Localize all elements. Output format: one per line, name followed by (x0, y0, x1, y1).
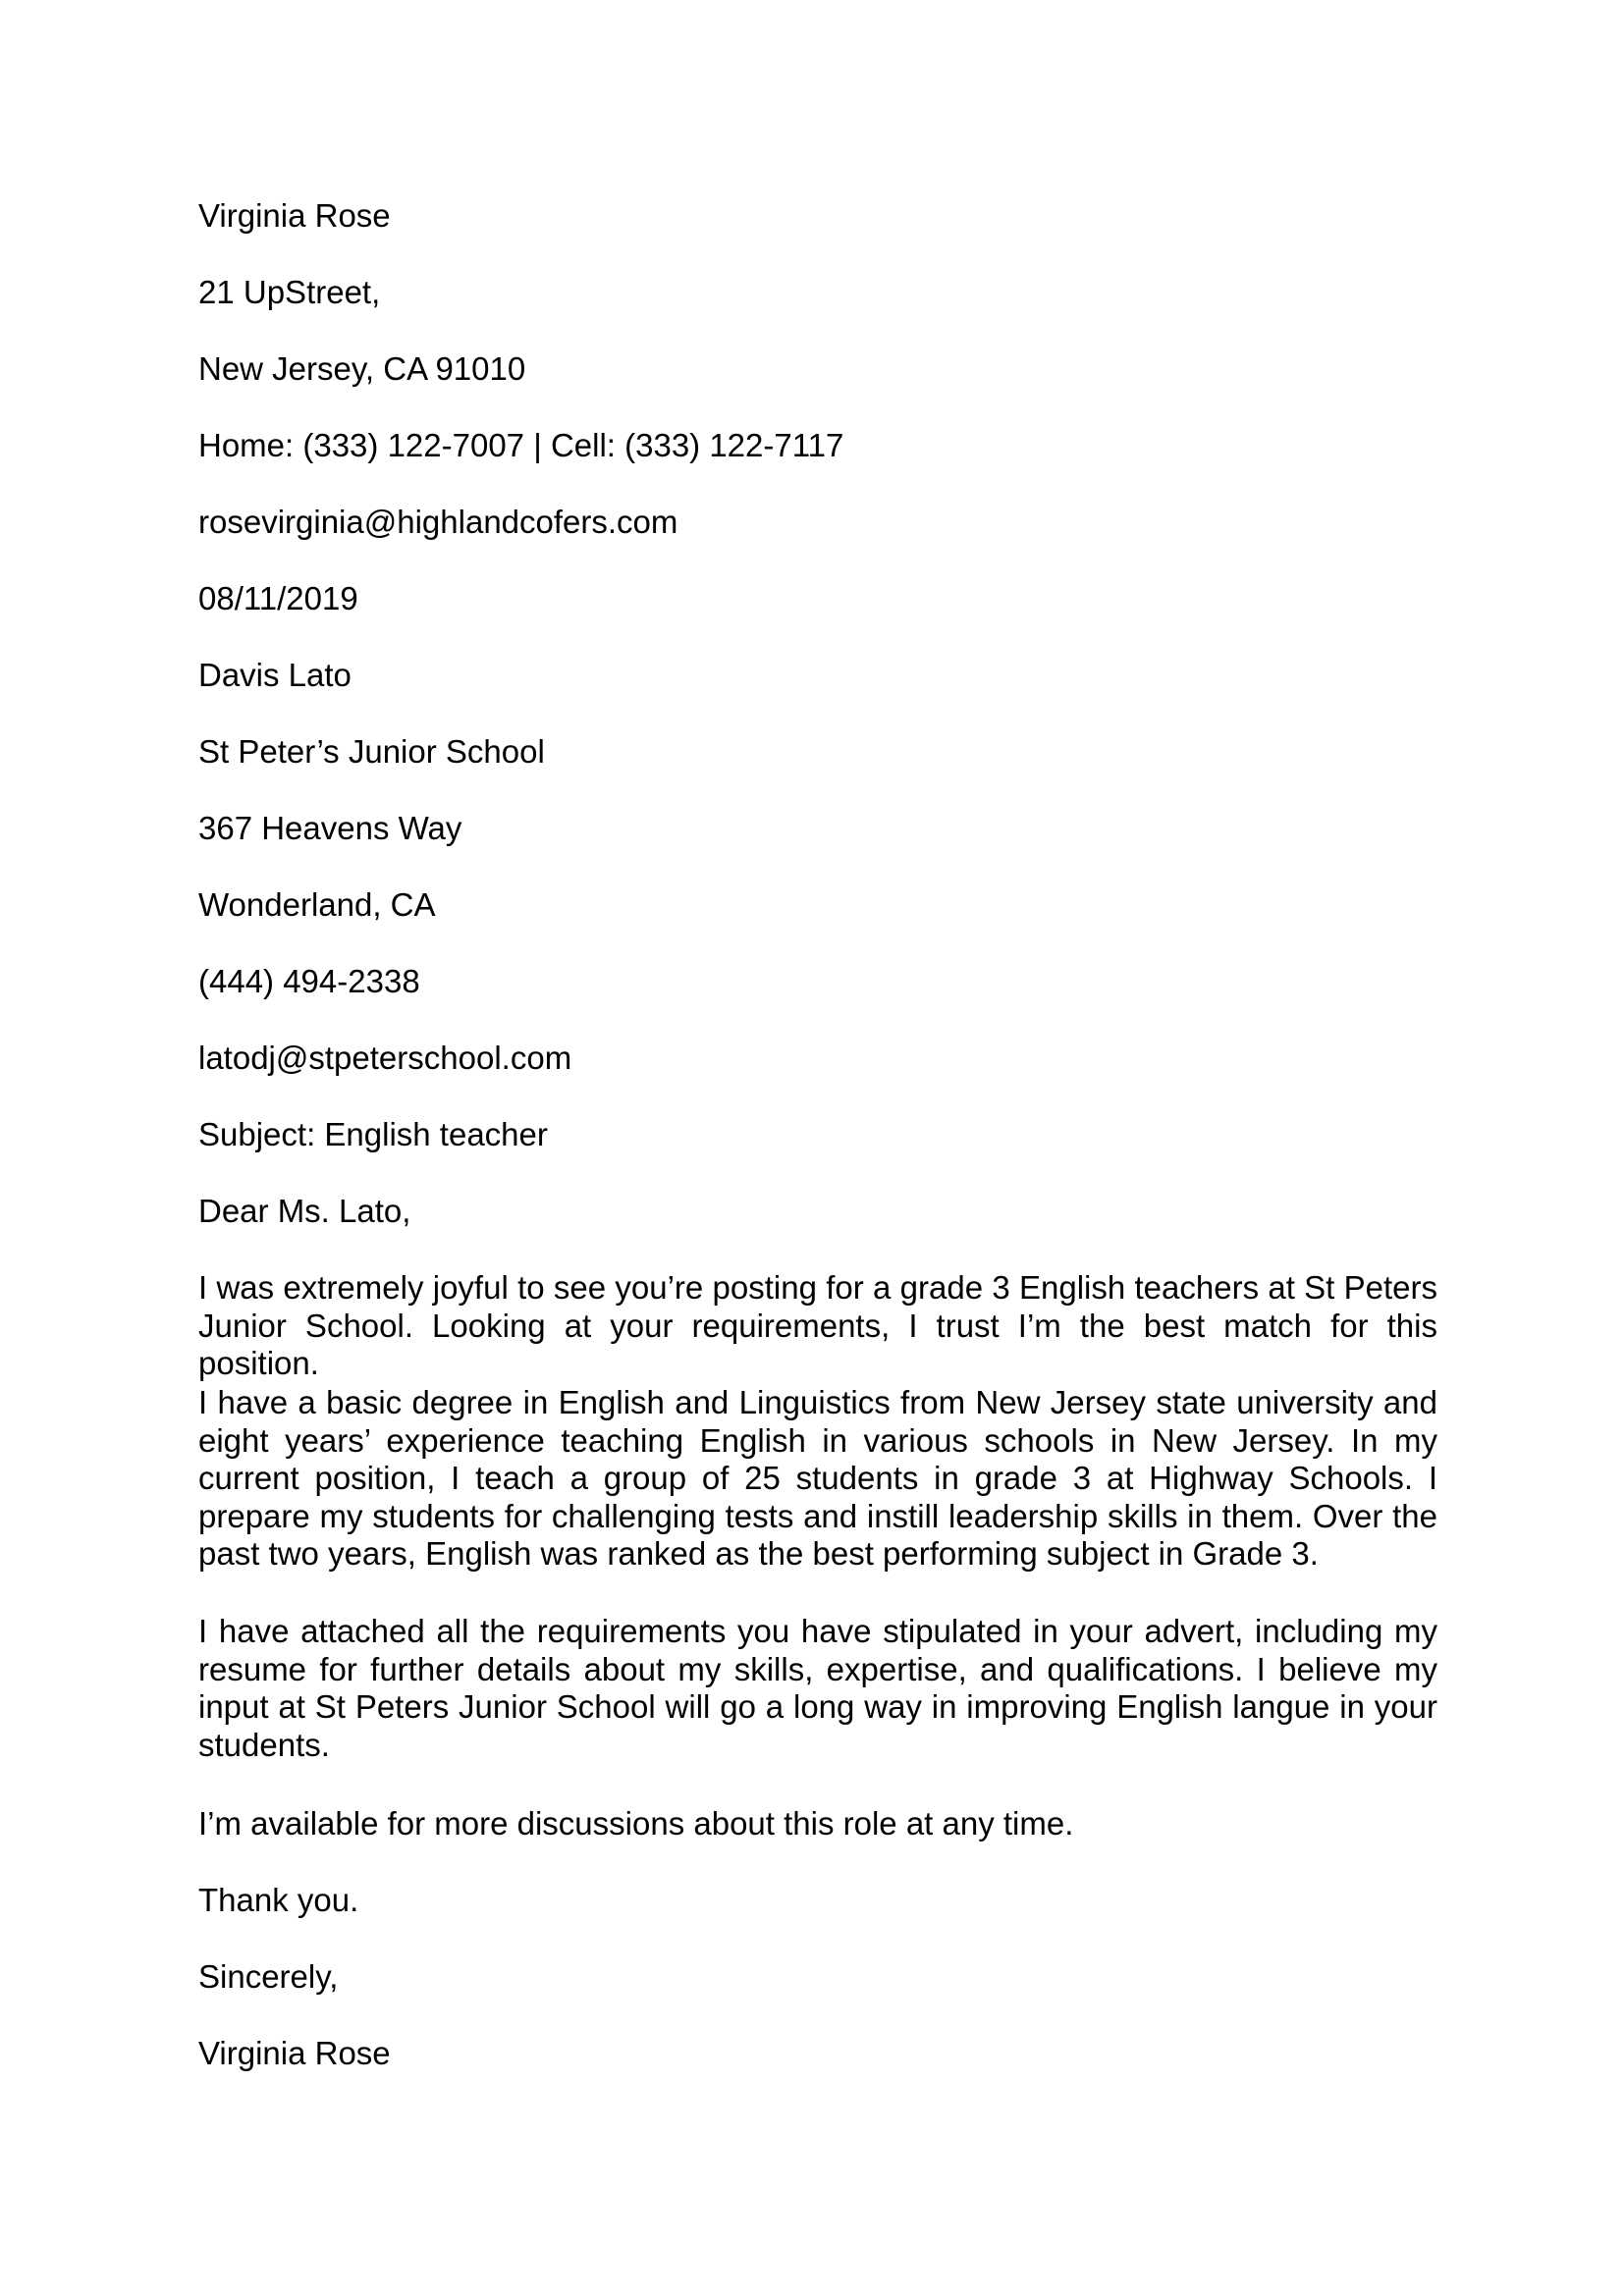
body-paragraph-3: I have attached all the requirements you have stipulated in your advert, including my resume for further details about my skills, expertise, and qualifications. I believe my input at St Peters Junior School will go a long way in improving English langue in your students. (198, 1613, 1437, 1763)
salutation: Dear Ms. Lato, (198, 1193, 411, 1229)
recipient-street: 367 Heavens Way (198, 810, 462, 846)
sender-city: New Jersey, CA 91010 (198, 350, 526, 387)
sender-name: Virginia Rose (198, 197, 391, 234)
recipient-name: Davis Lato (198, 657, 352, 693)
body-paragraph-4: I’m available for more discussions about this role at any time. (198, 1805, 1074, 1842)
recipient-email: latodj@stpeterschool.com (198, 1040, 572, 1076)
letter-subject: Subject: English teacher (198, 1116, 548, 1152)
body-paragraph-2: I have a basic degree in English and Linguistics from New Jersey state university and eight years’ experience teaching English in various schools in New Jersey. In my current position, I teach a group of 25 students in grade 3 at Highway Schools. I prepare my students for challenging tests and instill leadership skills in them. Over the past two years, English was ranked as the best performing subject in Grade 3. (198, 1384, 1437, 1572)
recipient-city: Wonderland, CA (198, 886, 436, 923)
letter-date: 08/11/2019 (198, 580, 358, 616)
closing: Sincerely, (198, 1958, 339, 1995)
sender-street: 21 UpStreet, (198, 274, 381, 310)
body-paragraph-1: I was extremely joyful to see you’re posting for a grade 3 English teachers at St Peters Junior School. Looking at your requirements, I trust I’m the best match for this position. (198, 1269, 1437, 1381)
sender-email: rosevirginia@highlandcofers.com (198, 504, 678, 540)
recipient-organization: St Peter’s Junior School (198, 733, 545, 770)
body-paragraph-5: Thank you. (198, 1882, 359, 1918)
sender-phones: Home: (333) 122-7007 | Cell: (333) 122-7117 (198, 427, 844, 463)
letter-page (198, 0, 1437, 2296)
signature-name: Virginia Rose (198, 2035, 391, 2071)
recipient-phone: (444) 494-2338 (198, 963, 420, 999)
